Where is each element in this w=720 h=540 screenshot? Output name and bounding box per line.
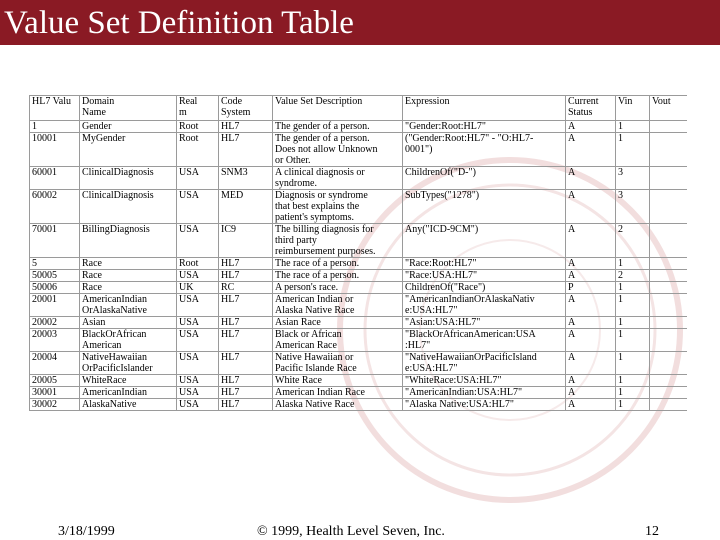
header-code-system: Code System — [219, 96, 273, 121]
cell-id: 20001 — [30, 294, 80, 317]
cell-status: A — [566, 224, 616, 258]
cell-domain-name: NativeHawaiian OrPacificIslander — [80, 352, 177, 375]
cell-expression: SubTypes("1278") — [403, 190, 566, 224]
cell-id: 5 — [30, 258, 80, 270]
cell-realm: USA — [177, 375, 219, 387]
cell-code-system: IC9 — [219, 224, 273, 258]
cell-vin: 1 — [616, 329, 650, 352]
cell-vin: 1 — [616, 258, 650, 270]
cell-id: 30002 — [30, 399, 80, 411]
value-set-table-container — [29, 95, 687, 450]
cell-domain-name: WhiteRace — [80, 375, 177, 387]
header-description: Value Set Description — [273, 96, 403, 121]
cell-status: A — [566, 399, 616, 411]
cell-description: Native Hawaiian or Pacific Islande Race — [273, 352, 403, 375]
cell-status: P — [566, 282, 616, 294]
cell-status: A — [566, 133, 616, 167]
cell-expression: ChildrenOf("Race") — [403, 282, 566, 294]
cell-vin: 1 — [616, 294, 650, 317]
cell-realm: USA — [177, 167, 219, 190]
cell-vout — [650, 317, 688, 329]
cell-code-system: HL7 — [219, 387, 273, 399]
slide-title: Value Set Definition Table — [4, 5, 354, 41]
cell-vout — [650, 258, 688, 270]
cell-vout — [650, 352, 688, 375]
cell-vout — [650, 190, 688, 224]
cell-description: Black or African American Race — [273, 329, 403, 352]
cell-status: A — [566, 375, 616, 387]
cell-realm: USA — [177, 224, 219, 258]
cell-expression: "BlackOrAfricanAmerican:USA :HL7" — [403, 329, 566, 352]
cell-expression: "AmericanIndianOrAlaskaNativ e:USA:HL7" — [403, 294, 566, 317]
cell-status: A — [566, 329, 616, 352]
cell-description: The gender of a person. Does not allow Unknown or Other. — [273, 133, 403, 167]
cell-id: 60001 — [30, 167, 80, 190]
cell-vin: 1 — [616, 375, 650, 387]
cell-vout — [650, 387, 688, 399]
cell-realm: USA — [177, 317, 219, 329]
table-row — [30, 258, 688, 270]
cell-description: The race of a person. — [273, 270, 403, 282]
table-row — [30, 121, 688, 133]
cell-vout — [650, 294, 688, 317]
cell-description: The gender of a person. — [273, 121, 403, 133]
cell-domain-name: Race — [80, 270, 177, 282]
cell-description: Alaska Native Race — [273, 399, 403, 411]
cell-realm: USA — [177, 190, 219, 224]
cell-vout — [650, 224, 688, 258]
cell-expression: "WhiteRace:USA:HL7" — [403, 375, 566, 387]
cell-status: A — [566, 258, 616, 270]
cell-domain-name: AmericanIndian OrAlaskaNative — [80, 294, 177, 317]
cell-realm: Root — [177, 258, 219, 270]
cell-code-system: HL7 — [219, 317, 273, 329]
cell-domain-name: BlackOrAfrican American — [80, 329, 177, 352]
table-row — [30, 190, 688, 224]
cell-vout — [650, 399, 688, 411]
table-row — [30, 167, 688, 190]
cell-id: 1 — [30, 121, 80, 133]
cell-vin: 1 — [616, 121, 650, 133]
cell-domain-name: Asian — [80, 317, 177, 329]
cell-vin: 1 — [616, 352, 650, 375]
table-row — [30, 224, 688, 258]
header-domain-name: Domain Name — [80, 96, 177, 121]
cell-description: White Race — [273, 375, 403, 387]
cell-realm: Root — [177, 121, 219, 133]
cell-id: 30001 — [30, 387, 80, 399]
cell-realm: USA — [177, 270, 219, 282]
cell-vin: 1 — [616, 387, 650, 399]
cell-vout — [650, 133, 688, 167]
cell-status: A — [566, 190, 616, 224]
table-row — [30, 294, 688, 317]
cell-description: The billing diagnosis for third party reimbursement purposes. — [273, 224, 403, 258]
cell-vin: 1 — [616, 399, 650, 411]
cell-vout — [650, 121, 688, 133]
cell-description: A clinical diagnosis or syndrome. — [273, 167, 403, 190]
cell-vin: 2 — [616, 270, 650, 282]
cell-realm: USA — [177, 294, 219, 317]
cell-vin: 3 — [616, 190, 650, 224]
cell-code-system: HL7 — [219, 329, 273, 352]
cell-description: American Indian Race — [273, 387, 403, 399]
cell-vin: 1 — [616, 317, 650, 329]
footer-date: 3/18/1999 — [58, 524, 115, 539]
cell-status: A — [566, 352, 616, 375]
cell-realm: USA — [177, 352, 219, 375]
cell-vout — [650, 329, 688, 352]
value-set-table — [29, 95, 687, 411]
cell-id: 20002 — [30, 317, 80, 329]
cell-id: 20003 — [30, 329, 80, 352]
cell-status: A — [566, 294, 616, 317]
cell-id: 20005 — [30, 375, 80, 387]
cell-domain-name: AmericanIndian — [80, 387, 177, 399]
cell-code-system: HL7 — [219, 258, 273, 270]
cell-code-system: HL7 — [219, 399, 273, 411]
cell-vout — [650, 375, 688, 387]
header-vin: Vin — [616, 96, 650, 121]
cell-description: The race of a person. — [273, 258, 403, 270]
cell-domain-name: ClinicalDiagnosis — [80, 190, 177, 224]
cell-realm: USA — [177, 329, 219, 352]
cell-vout — [650, 270, 688, 282]
table-row — [30, 352, 688, 375]
table-header-row — [30, 96, 688, 121]
cell-domain-name: ClinicalDiagnosis — [80, 167, 177, 190]
table-row — [30, 387, 688, 399]
cell-description: Diagnosis or syndrome that best explains the patient's symptoms. — [273, 190, 403, 224]
header-expression: Expression — [403, 96, 566, 121]
cell-code-system: HL7 — [219, 270, 273, 282]
cell-vin: 1 — [616, 282, 650, 294]
footer-page-number: 12 — [645, 524, 659, 539]
cell-description: American Indian or Alaska Native Race — [273, 294, 403, 317]
header-vout: Vout — [650, 96, 688, 121]
cell-vout — [650, 282, 688, 294]
title-bar — [0, 0, 720, 45]
table-row — [30, 133, 688, 167]
cell-domain-name: Gender — [80, 121, 177, 133]
cell-vin: 3 — [616, 167, 650, 190]
cell-realm: USA — [177, 399, 219, 411]
cell-status: A — [566, 270, 616, 282]
cell-domain-name: MyGender — [80, 133, 177, 167]
cell-domain-name: AlaskaNative — [80, 399, 177, 411]
cell-expression: ChildrenOf("D-") — [403, 167, 566, 190]
cell-status: A — [566, 387, 616, 399]
cell-expression: "AmericanIndian:USA:HL7" — [403, 387, 566, 399]
header-id: HL7 Valu — [30, 96, 80, 121]
cell-code-system: HL7 — [219, 352, 273, 375]
cell-vin: 2 — [616, 224, 650, 258]
cell-status: A — [566, 121, 616, 133]
footer-copyright: © 1999, Health Level Seven, Inc. — [257, 524, 445, 539]
cell-code-system: HL7 — [219, 375, 273, 387]
header-realm: Real m — [177, 96, 219, 121]
cell-status: A — [566, 167, 616, 190]
header-status: Current Status — [566, 96, 616, 121]
cell-code-system: HL7 — [219, 121, 273, 133]
cell-id: 70001 — [30, 224, 80, 258]
cell-description: Asian Race — [273, 317, 403, 329]
cell-expression: "Alaska Native:USA:HL7" — [403, 399, 566, 411]
cell-expression: "Race:USA:HL7" — [403, 270, 566, 282]
table-row — [30, 399, 688, 411]
table-row — [30, 270, 688, 282]
table-row — [30, 282, 688, 294]
cell-expression: ("Gender:Root:HL7" - "O:HL7- 0001") — [403, 133, 566, 167]
cell-id: 20004 — [30, 352, 80, 375]
cell-domain-name: Race — [80, 282, 177, 294]
table-row — [30, 329, 688, 352]
cell-id: 10001 — [30, 133, 80, 167]
cell-id: 60002 — [30, 190, 80, 224]
table-row — [30, 375, 688, 387]
table-row — [30, 317, 688, 329]
cell-expression: "Gender:Root:HL7" — [403, 121, 566, 133]
cell-vout — [650, 167, 688, 190]
cell-code-system: MED — [219, 190, 273, 224]
cell-code-system: HL7 — [219, 133, 273, 167]
cell-code-system: RC — [219, 282, 273, 294]
cell-realm: Root — [177, 133, 219, 167]
cell-status: A — [566, 317, 616, 329]
cell-realm: UK — [177, 282, 219, 294]
cell-expression: "Asian:USA:HL7" — [403, 317, 566, 329]
cell-domain-name: BillingDiagnosis — [80, 224, 177, 258]
cell-id: 50006 — [30, 282, 80, 294]
cell-expression: Any("ICD-9CM") — [403, 224, 566, 258]
cell-id: 50005 — [30, 270, 80, 282]
cell-code-system: HL7 — [219, 294, 273, 317]
cell-code-system: SNM3 — [219, 167, 273, 190]
cell-expression: "Race:Root:HL7" — [403, 258, 566, 270]
cell-vin: 1 — [616, 133, 650, 167]
cell-description: A person's race. — [273, 282, 403, 294]
cell-realm: USA — [177, 387, 219, 399]
cell-domain-name: Race — [80, 258, 177, 270]
cell-expression: "NativeHawaiianOrPacificIsland e:USA:HL7" — [403, 352, 566, 375]
